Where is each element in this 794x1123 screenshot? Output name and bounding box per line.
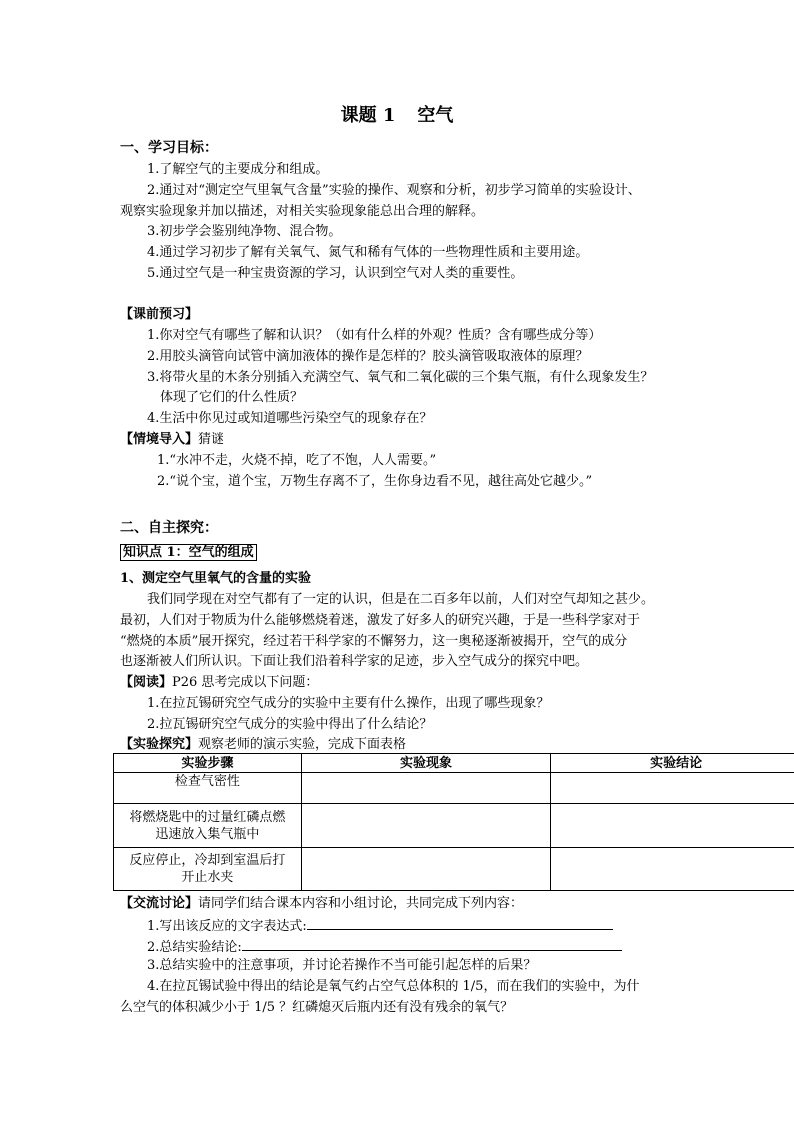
step-text: 迅速放入集气瓶中 bbox=[155, 826, 260, 842]
preview-heading: 【课前预习】 bbox=[120, 307, 199, 322]
objective-item: 2.通过对“测定空气里氧气含量”实验的操作、观察和分析，初步学习简单的实验设计、 bbox=[147, 183, 641, 198]
step-text: 反应停止，冷却到室温后打 bbox=[129, 853, 286, 868]
step-text: 开止水夹 bbox=[181, 870, 234, 885]
reading-heading: 【阅读】 bbox=[120, 675, 173, 690]
paragraph-line: 也逐渐被人们所认识。下面让我们沿着科学家的足迹，步入空气成分的探究中吧。 bbox=[120, 654, 589, 669]
riddle-item: 1.“水冲不走，火烧不掉，吃了不饱，人人需要。” bbox=[157, 453, 437, 468]
lesson-number: 课题 1 bbox=[340, 105, 396, 126]
intro-heading: 【情境导入】 bbox=[120, 432, 199, 447]
table-row bbox=[114, 773, 794, 804]
step-text: 将燃烧匙中的过量红磷点燃 bbox=[129, 809, 286, 825]
equation-answer-blank[interactable] bbox=[307, 917, 613, 930]
step-text: 检查气密性 bbox=[174, 774, 240, 789]
preview-item: 4.生活中你见过或知道哪些污染空气的现象存在？ bbox=[147, 411, 433, 426]
objective-item: 1.了解空气的主要成分和组成。 bbox=[147, 162, 329, 177]
table-row bbox=[114, 804, 794, 848]
discussion-heading: 【交流讨论】 bbox=[120, 896, 199, 911]
objective-item: 4.通过学习初步了解有关氧气、氮气和稀有气体的一些物理性质和主要用途。 bbox=[147, 245, 589, 260]
conclusion-answer-blank[interactable] bbox=[242, 938, 622, 951]
discussion-text: 请同学们结合课本内容和小组讨论，共同完成下列内容： bbox=[198, 896, 524, 911]
step-cell bbox=[114, 804, 302, 848]
discussion-item: 4.在拉瓦锡试验中得出的结论是氧气约占空气总体积的 1/5，而在我们的实验中，为什 bbox=[147, 979, 640, 994]
reading-question: 2.拉瓦锡研究空气成分的实验中得出了什么结论？ bbox=[147, 717, 433, 732]
table-header-row bbox=[114, 754, 794, 773]
table-row bbox=[114, 848, 794, 891]
discussion-item-equation bbox=[147, 917, 613, 935]
discussion-item-label: 1.写出该反应的文字表达式: bbox=[147, 919, 307, 934]
sub-heading: 1、测定空气里氧气的含量的实验 bbox=[120, 571, 312, 586]
phenomenon-cell[interactable] bbox=[301, 804, 551, 848]
objective-item: 3.初步学会鉴别纯净物、混合物。 bbox=[147, 224, 342, 239]
discussion-item-label: 2.总结实验结论: bbox=[147, 940, 242, 955]
experiment-table bbox=[113, 753, 794, 891]
objective-item-continued: 观察实验现象并加以描述，对相关实验现象能总出合理的解释。 bbox=[120, 204, 485, 219]
section-heading-objectives: 一、学习目标： bbox=[120, 140, 218, 156]
phenomenon-cell[interactable] bbox=[301, 848, 551, 891]
paragraph-line: 我们同学现在对空气都有了一定的认识，但是在二百多年以前，人们对空气却知之甚少。 bbox=[147, 592, 655, 607]
knowledge-point-label: 知识点 1：空气的组成 bbox=[120, 544, 257, 561]
section-heading-exploration: 二、自主探究： bbox=[120, 520, 218, 536]
discussion-heading-line bbox=[120, 896, 523, 912]
intro-heading-suffix: 猜谜 bbox=[198, 432, 225, 447]
step-cell bbox=[114, 848, 302, 891]
page-title bbox=[0, 104, 794, 128]
conclusion-cell[interactable] bbox=[551, 804, 794, 848]
reading-heading-line bbox=[120, 675, 318, 691]
paragraph-line: 最初，人们对于物质为什么能够燃烧着迷，激发了好多人的研究兴趣，于是一些科学家对于 bbox=[120, 613, 641, 628]
riddle-item: 2.“说个宝，道个宝，万物生存离不了，生你身边看不见，越往高处它越少。” bbox=[157, 474, 593, 489]
step-cell bbox=[114, 773, 302, 804]
column-header-phenomenon: 实验现象 bbox=[301, 754, 551, 773]
conclusion-cell[interactable] bbox=[551, 773, 794, 804]
objective-item: 5.通过空气是一种宝贵资源的学习，认识到空气对人类的重要性。 bbox=[147, 266, 524, 281]
phenomenon-cell[interactable] bbox=[301, 773, 551, 804]
experiment-heading: 【实验探究】 bbox=[120, 737, 199, 752]
conclusion-cell[interactable] bbox=[551, 848, 794, 891]
intro-heading-line bbox=[120, 432, 224, 448]
preview-item-continued: 体现了它们的什么性质？ bbox=[160, 390, 304, 405]
experiment-heading-line bbox=[120, 737, 406, 753]
discussion-item-continued: 么空气的体积减少小于 1/5 ？红磷熄灭后瓶内还有没有残余的氧气？ bbox=[120, 1000, 514, 1015]
discussion-item: 3.总结实验中的注意事项，并讨论若操作不当可能引起怎样的后果？ bbox=[147, 958, 537, 973]
preview-item: 2.用胶头滴管向试管中滴加液体的操作是怎样的？胶头滴管吸取液体的原理？ bbox=[147, 349, 589, 364]
discussion-item-conclusion bbox=[147, 938, 622, 956]
knowledge-point-box bbox=[120, 545, 257, 561]
reading-text: P26 思考完成以下问题： bbox=[172, 675, 319, 690]
lesson-topic: 空气 bbox=[417, 105, 454, 126]
experiment-text: 观察老师的演示实验，完成下面表格 bbox=[198, 737, 407, 752]
paragraph-line: “燃烧的本质”展开探究，经过若干科学家的不懈努力，这一奥秘逐渐被揭开，空气的成分 bbox=[120, 634, 628, 649]
preview-item: 3.将带火星的木条分别插入充满空气、氧气和二氧化碳的三个集气瓶，有什么现象发生？ bbox=[147, 370, 654, 385]
reading-question: 1.在拉瓦锡研究空气成分的实验中主要有什么操作，出现了哪些现象？ bbox=[147, 696, 550, 711]
preview-item: 1.你对空气有哪些了解和认识？（如有什么样的外观？性质？含有哪些成分等） bbox=[147, 328, 602, 343]
column-header-step: 实验步骤 bbox=[114, 754, 302, 773]
column-header-conclusion: 实验结论 bbox=[551, 754, 794, 773]
